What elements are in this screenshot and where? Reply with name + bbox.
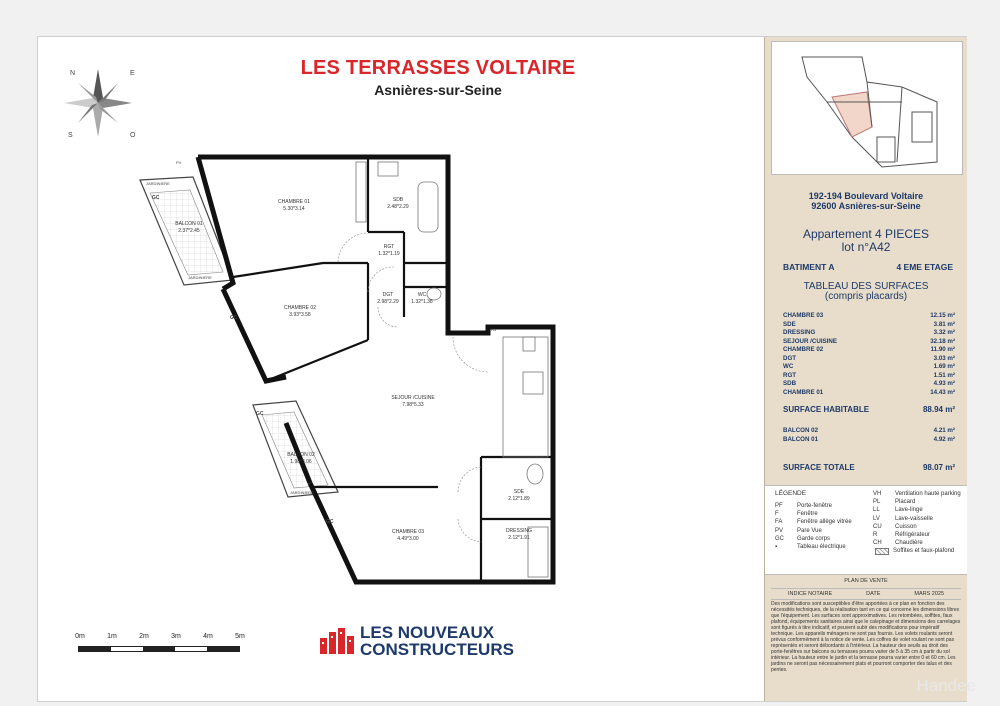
fixtures <box>356 162 548 577</box>
legend-label: Réfrigérateur <box>895 531 931 538</box>
room-name: CHAMBRE 02 <box>284 305 316 311</box>
scale-label: 0m <box>75 633 85 640</box>
legend-item <box>873 539 965 547</box>
room-name: BALCON 01 <box>175 221 203 227</box>
room-name: CHAMBRE 03 <box>392 529 424 535</box>
svg-text:BALCON 021.98*3.06 <box>287 452 315 465</box>
scale-bar <box>75 633 248 652</box>
svg-text:RGT1.32*1.19 <box>378 244 400 257</box>
surface-label: RGT <box>783 371 797 379</box>
watermark: Handee <box>916 676 976 695</box>
legend-item <box>873 515 965 523</box>
surface-row <box>783 372 955 381</box>
surfaces-subheading: (compris placards) <box>824 291 908 302</box>
habitable-value: 88.94 m² <box>922 405 955 414</box>
jardiniere-tag: JARDINIERE <box>188 275 212 280</box>
building-floor <box>783 262 953 272</box>
address-line1: 192-194 Boulevard Voltaire <box>808 191 924 201</box>
room-labels <box>175 197 532 542</box>
surface-row <box>783 312 955 321</box>
legend-item <box>775 510 870 518</box>
compass-e: E <box>130 70 135 77</box>
room-dims: 2.37*2.45 <box>178 228 200 234</box>
legend-label: Pare Vue <box>797 527 822 534</box>
legend-item <box>775 543 870 551</box>
legend-item <box>775 527 870 535</box>
surface-row <box>783 321 955 330</box>
floor-plan <box>38 37 764 701</box>
compass-n: N <box>70 70 76 77</box>
habitable-label: SURFACE HABITABLE <box>783 405 870 414</box>
compass-icon <box>64 69 136 139</box>
svg-text:CHAMBRE 015.30*3.14 <box>278 199 310 212</box>
surface-row <box>783 329 955 338</box>
surface-value: 1.51 m² <box>933 371 955 379</box>
apartment-lot: lot n°A42 <box>841 240 891 254</box>
building-logo-icon <box>320 628 354 654</box>
room-name: BALCON 02 <box>287 452 315 458</box>
surface-value: 3.81 m² <box>933 320 955 328</box>
surface-row <box>783 338 955 347</box>
room-name: SEJOUR /CUISINE <box>391 395 435 401</box>
legend-code: R <box>873 531 878 538</box>
scale-graduation <box>78 646 240 652</box>
room-name: WC <box>417 292 427 298</box>
surface-label: SDB <box>783 380 797 387</box>
total-value: 98.07 m² <box>922 463 955 472</box>
legend-item <box>873 547 965 555</box>
legend-code: VH <box>873 491 882 497</box>
surface-label: DRESSING <box>783 329 816 336</box>
surface-value: 14.43 m² <box>930 388 955 396</box>
surface-row <box>783 346 955 355</box>
jardiniere-tag: JARDINIERE <box>146 181 170 186</box>
plan-type: PLAN DE VENTE <box>844 578 888 584</box>
svg-text:CHAMBRE 034.49*3.00 <box>392 529 424 542</box>
legend-item <box>873 490 965 498</box>
room-dims: 4.49*3.00 <box>397 536 419 542</box>
scale-label: 5m <box>235 633 245 640</box>
apartment-type: Appartement 4 PIECES <box>802 227 930 241</box>
apartment-info <box>765 228 967 254</box>
room-dims: 7.98*5.33 <box>402 402 424 408</box>
surface-label: SEJOUR /CUISINE <box>783 337 837 345</box>
plan-sheet <box>37 36 967 702</box>
logo-line1: LES NOUVEAUX <box>360 623 495 642</box>
project-title <box>238 57 638 98</box>
project-city: Asnières-sur-Seine <box>374 82 502 98</box>
plan-meta <box>771 588 961 600</box>
room-dims: 1.32*1.19 <box>378 251 400 257</box>
date-label: DATE <box>866 591 881 597</box>
legend-item <box>775 502 870 510</box>
gc-tag: GC <box>230 315 238 321</box>
indice: INDICE NOTAIRE <box>787 591 833 597</box>
room-dims: 5.30*3.14 <box>283 206 305 212</box>
key-plan <box>771 41 963 175</box>
legend-label: Tableau électrique <box>797 543 846 550</box>
legend-code: PF <box>775 503 783 509</box>
surfaces-heading: TABLEAU DES SURFACES <box>803 281 929 292</box>
legend-code: CH <box>873 540 882 547</box>
balcony-label: BALCON 02 <box>783 427 819 434</box>
surface-row <box>783 363 955 372</box>
surface-value: 4.93 m² <box>933 380 955 387</box>
soffit-hatch-icon <box>875 548 889 555</box>
room-dims: 3.93*3.58 <box>289 312 311 318</box>
surface-row <box>783 389 955 398</box>
surface-row <box>783 380 955 389</box>
pv-tag: PV <box>176 160 182 165</box>
room-dims: 2.12*1.89 <box>508 496 530 502</box>
room-dims: 1.32*1.38 <box>411 299 433 305</box>
legend-item <box>873 498 965 506</box>
inner-walls <box>233 157 553 582</box>
legend-label: Lave-linge <box>895 507 923 514</box>
room-dims: 2.48*2.29 <box>387 204 409 210</box>
svg-text:SDE2.12*1.89 <box>508 489 530 502</box>
fa-tag: FA <box>491 327 496 332</box>
surface-value: 12.15 m² <box>930 312 955 319</box>
room-dims: 1.98*3.06 <box>290 459 312 465</box>
room-dims: 2.12*1.91 <box>508 535 530 541</box>
surface-label: CHAMBRE 02 <box>783 346 824 353</box>
gc-tag: GC <box>152 195 160 201</box>
room-name: RGT <box>383 244 395 250</box>
surface-value: 3.03 m² <box>933 354 955 362</box>
scale-label: 2m <box>139 633 149 640</box>
legend-code: LV <box>873 515 880 522</box>
surface-value: 3.32 m² <box>933 329 955 336</box>
logo-line2: CONSTRUCTEURS <box>360 640 514 659</box>
project-name: LES TERRASSES VOLTAIRE <box>300 57 576 79</box>
habitable-surface <box>783 405 955 414</box>
svg-text:SEJOUR /CUISINE7.98*5.33 <box>391 395 435 408</box>
surfaces-table <box>783 312 955 397</box>
scale-label: 4m <box>203 633 213 640</box>
total-surface <box>783 463 955 472</box>
scale-label: 3m <box>171 633 181 640</box>
scale-label: 1m <box>107 633 117 640</box>
building: BATIMENT A <box>783 262 835 272</box>
room-name: CHAMBRE 01 <box>278 199 310 205</box>
legend-label: Fenêtre <box>797 511 818 518</box>
room-name: SDE <box>513 489 525 495</box>
surfaces-title <box>765 282 967 302</box>
address <box>765 191 967 211</box>
developer-logo <box>320 624 514 658</box>
date-value: MARS 2025 <box>914 591 945 597</box>
legend-label: Garde corps <box>797 535 831 542</box>
disclaimer-notes: Des modifications sont susceptibles d'être apportées à ce plan en fonction des nécessités techniques, de la réalisation tant en ce qui concerne les dimensions libres que l'équipement. Les surfaces sont approximatives. Les retombées, soffites, faux plafond, équipements sanitaires ainsi que le calepinage et dimensions des carrelages sont figurés à titre indicatif, et peuvent subir des modifications pour impératif technique. Les appareils ménagers ne sont pas fournis. Les volets roulants seront prévus conformément à la notice de vente. Les coffres de volet roulant ne sont pas représentés et seront débordants à l'intérieur. La hauteur des seuils au droit des porte-fenêtres sur balcons ou terrasses pourra varier de 5 à 35 cm à partir du sol intérieur. La hauteur entre le jardin et la terrasse pourra varier entre 0 et 60 cm. Les jardins ne seront pas nécessairement plats et pourront comporter des talus et des pentes. <box>771 601 961 673</box>
legend-label: Porte-fenêtre <box>797 503 833 509</box>
surface-row <box>783 355 955 364</box>
key-plan-drawing <box>772 42 962 174</box>
legend-code: PL <box>873 499 881 506</box>
legend-code: CU <box>873 523 882 530</box>
total-label: SURFACE TOTALE <box>783 463 855 472</box>
electric-panel-icon: ▪ <box>775 543 778 550</box>
surface-value: 11.90 m² <box>930 346 955 353</box>
legend-title: LÉGENDE <box>775 490 807 497</box>
svg-text:SDB2.48*2.29 <box>387 197 409 210</box>
legend-code: LL <box>873 507 880 514</box>
room-dims: 2.98*2.29 <box>377 299 399 305</box>
gc-tag: GC <box>326 519 334 525</box>
legend-code: PV <box>775 527 784 534</box>
legend-item <box>873 531 965 539</box>
surface-label: CHAMBRE 03 <box>783 312 824 319</box>
svg-text:BALCON 012.37*2.45 <box>175 221 203 234</box>
balcony-label: BALCON 01 <box>783 436 819 443</box>
room-name: DGT <box>382 292 394 298</box>
legend-label: Lave-vaisselle <box>895 515 934 522</box>
legend-item <box>775 535 870 543</box>
legend-code: GC <box>775 535 784 542</box>
room-name: SDB <box>392 197 404 203</box>
svg-text:WC1.32*1.38 <box>411 292 433 305</box>
svg-text:DRESSING2.12*1.91 <box>506 528 532 541</box>
room-name: DRESSING <box>505 528 533 534</box>
legend-label: Soffites et faux-plafond <box>893 548 955 555</box>
gc-tag: GC <box>256 411 264 417</box>
balcony-value: 4.21 m² <box>933 427 955 434</box>
balcony-row <box>783 436 955 443</box>
legend-label: Placard <box>895 499 916 506</box>
legend-label: Chaudière <box>895 540 923 547</box>
legend-code: F <box>775 511 779 518</box>
legend <box>765 485 967 575</box>
legend-item <box>873 523 965 531</box>
jardiniere-tag: JARDINIERE <box>290 490 314 495</box>
surface-label: CHAMBRE 01 <box>783 388 824 396</box>
svg-text:CHAMBRE 023.93*3.58 <box>284 305 316 318</box>
svg-text:DGT2.98*2.29 <box>377 292 399 305</box>
legend-label: Cuisson <box>895 523 917 530</box>
compass-o: O <box>130 132 136 139</box>
legend-item <box>873 506 965 514</box>
surface-value: 1.69 m² <box>933 363 955 370</box>
surface-label: SDE <box>783 320 796 328</box>
legend-code: FA <box>775 519 783 526</box>
address-line2: 92600 Asnières-sur-Seine <box>811 201 921 211</box>
legend-item <box>775 518 870 526</box>
legend-label: Ventilation haute parking <box>895 491 961 497</box>
balcony-row <box>783 427 955 434</box>
compass-s: S <box>68 132 73 139</box>
floor: 4 EME ETAGE <box>896 262 953 272</box>
surface-value: 32.18 m² <box>930 337 955 345</box>
info-panel <box>764 37 967 701</box>
balcony-value: 4.92 m² <box>933 436 955 443</box>
surface-label: DGT <box>783 354 797 362</box>
surface-label: WC <box>783 363 794 370</box>
door-arcs <box>338 233 488 542</box>
legend-label: Fenêtre allège vitrée <box>797 519 852 526</box>
